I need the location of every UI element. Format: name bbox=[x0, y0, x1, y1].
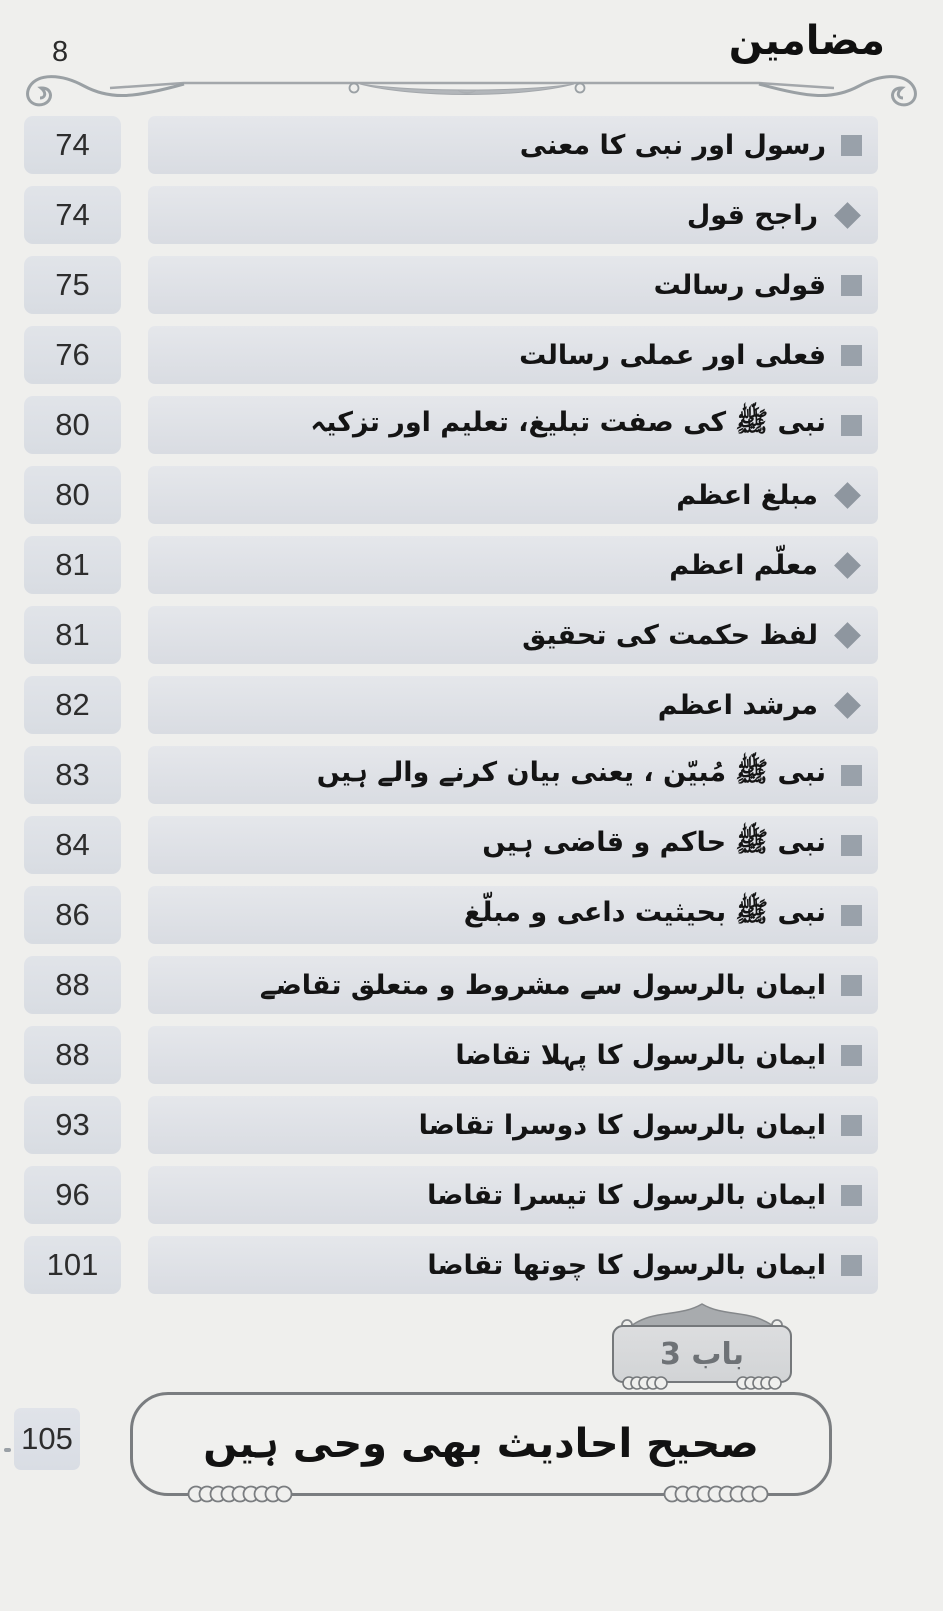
toc-entry-bar bbox=[148, 1166, 878, 1224]
toc-entry bbox=[0, 466, 943, 524]
square-bullet-icon bbox=[841, 1045, 862, 1066]
header-divider-ornament bbox=[14, 62, 929, 114]
chapter-badge-label: باب 3 bbox=[612, 1325, 792, 1383]
toc-entry-bar bbox=[148, 746, 878, 804]
toc-entry-bar bbox=[148, 676, 878, 734]
toc-entry bbox=[0, 746, 943, 804]
diamond-bullet-icon bbox=[834, 482, 861, 509]
toc-entry bbox=[0, 1166, 943, 1224]
toc-entry-bar bbox=[148, 536, 878, 594]
toc-entry-title: لفظ حکمت کی تحقیق bbox=[522, 619, 818, 651]
toc-entry-bar bbox=[148, 606, 878, 664]
toc-entry-title: نبی ﷺ بحیثیت داعی و مبلّغ bbox=[463, 897, 826, 928]
toc-entry bbox=[0, 956, 943, 1014]
coil-ornament-icon bbox=[187, 1484, 299, 1504]
toc-entry bbox=[0, 396, 943, 454]
toc-page-number: 75 bbox=[24, 256, 121, 314]
toc-page-number: 80 bbox=[24, 396, 121, 454]
chapter-page-number: 105 bbox=[14, 1408, 80, 1470]
diamond-bullet-icon bbox=[834, 202, 861, 229]
toc-entry-bar bbox=[148, 816, 878, 874]
diamond-bullet-icon bbox=[834, 552, 861, 579]
toc-entry-bar bbox=[148, 186, 878, 244]
toc-entry bbox=[0, 116, 943, 174]
toc-entry bbox=[0, 536, 943, 594]
toc-page-number: 84 bbox=[24, 816, 121, 874]
toc-page-number: 88 bbox=[24, 1026, 121, 1084]
toc-page-number: 93 bbox=[24, 1096, 121, 1154]
toc-entry bbox=[0, 816, 943, 874]
toc-entry-title: ایمان بالرسول کا پہلا تقاضا bbox=[455, 1039, 826, 1071]
toc-entry-bar bbox=[148, 256, 878, 314]
diamond-bullet-icon bbox=[834, 622, 861, 649]
square-bullet-icon bbox=[841, 415, 862, 436]
toc-entry-bar bbox=[148, 886, 878, 944]
toc-entry-bar bbox=[148, 466, 878, 524]
coil-ornament-icon bbox=[736, 1375, 782, 1392]
square-bullet-icon bbox=[841, 135, 862, 156]
coil-ornament-icon bbox=[663, 1484, 775, 1504]
toc-entry-bar bbox=[148, 1026, 878, 1084]
toc-entry-title: نبی ﷺ مُبیّن ، یعنی بیان کرنے والے ہیں bbox=[316, 757, 826, 788]
toc-entry-title: ایمان بالرسول سے مشروط و متعلق تقاضے bbox=[259, 969, 826, 1001]
toc-entry bbox=[0, 186, 943, 244]
toc-entry-title: فعلی اور عملی رسالت bbox=[519, 339, 826, 371]
scan-speck bbox=[4, 1448, 11, 1452]
toc-page-number: 81 bbox=[24, 606, 121, 664]
square-bullet-icon bbox=[841, 1255, 862, 1276]
square-bullet-icon bbox=[841, 1185, 862, 1206]
toc-entry bbox=[0, 1026, 943, 1084]
toc-page-number: 82 bbox=[24, 676, 121, 734]
running-page-number: 8 bbox=[52, 36, 69, 68]
toc-entry-title: مرشد اعظم bbox=[657, 689, 818, 721]
toc-entry bbox=[0, 1096, 943, 1154]
square-bullet-icon bbox=[841, 905, 862, 926]
toc-entry-title: ایمان بالرسول کا تیسرا تقاضا bbox=[427, 1179, 826, 1211]
toc-entry bbox=[0, 886, 943, 944]
page-title: مضامین bbox=[728, 18, 885, 64]
square-bullet-icon bbox=[841, 345, 862, 366]
toc-page-number: 76 bbox=[24, 326, 121, 384]
chapter-title: صحیح احادیث بھی وحی ہیں bbox=[203, 1421, 759, 1467]
toc-entry bbox=[0, 606, 943, 664]
toc-entry-bar bbox=[148, 1096, 878, 1154]
toc-page-number: 80 bbox=[24, 466, 121, 524]
toc-page-number: 74 bbox=[24, 116, 121, 174]
toc-entry bbox=[0, 676, 943, 734]
toc-entry-bar bbox=[148, 396, 878, 454]
toc-entry-title: معلّم اعظم bbox=[669, 549, 818, 581]
square-bullet-icon bbox=[841, 835, 862, 856]
toc-entry-bar bbox=[148, 1236, 878, 1294]
toc-entry-title: ایمان بالرسول کا چوتھا تقاضا bbox=[427, 1249, 826, 1281]
toc-page-number: 74 bbox=[24, 186, 121, 244]
toc-page-number: 81 bbox=[24, 536, 121, 594]
toc-entry-bar bbox=[148, 116, 878, 174]
coil-ornament-icon bbox=[622, 1375, 668, 1392]
toc-entry-title: مبلغ اعظم bbox=[676, 479, 818, 511]
toc-entry-bar bbox=[148, 956, 878, 1014]
toc-entry-title: راجح قول bbox=[686, 199, 818, 231]
chapter-badge bbox=[612, 1298, 792, 1383]
toc-entry-title: نبی ﷺ کی صفت تبلیغ، تعلیم اور تزکیہ bbox=[310, 407, 826, 438]
chapter-title-box bbox=[130, 1392, 832, 1496]
toc-page-number: 86 bbox=[24, 886, 121, 944]
square-bullet-icon bbox=[841, 975, 862, 996]
square-bullet-icon bbox=[841, 765, 862, 786]
toc-page-number: 88 bbox=[24, 956, 121, 1014]
toc-entry bbox=[0, 1236, 943, 1294]
toc-entry bbox=[0, 326, 943, 384]
toc-page-number: 101 bbox=[24, 1236, 121, 1294]
toc-entry-title: رسول اور نبی کا معنی bbox=[519, 129, 826, 161]
square-bullet-icon bbox=[841, 1115, 862, 1136]
toc-entry-title: نبی ﷺ حاکم و قاضی ہیں bbox=[482, 827, 826, 858]
toc-entry bbox=[0, 256, 943, 314]
square-bullet-icon bbox=[841, 275, 862, 296]
toc-entry-title: ایمان بالرسول کا دوسرا تقاضا bbox=[418, 1109, 826, 1141]
diamond-bullet-icon bbox=[834, 692, 861, 719]
toc-list bbox=[0, 116, 943, 1306]
toc-page-number: 96 bbox=[24, 1166, 121, 1224]
toc-entry-title: قولی رسالت bbox=[653, 269, 826, 301]
toc-entry-bar bbox=[148, 326, 878, 384]
toc-page-number: 83 bbox=[24, 746, 121, 804]
